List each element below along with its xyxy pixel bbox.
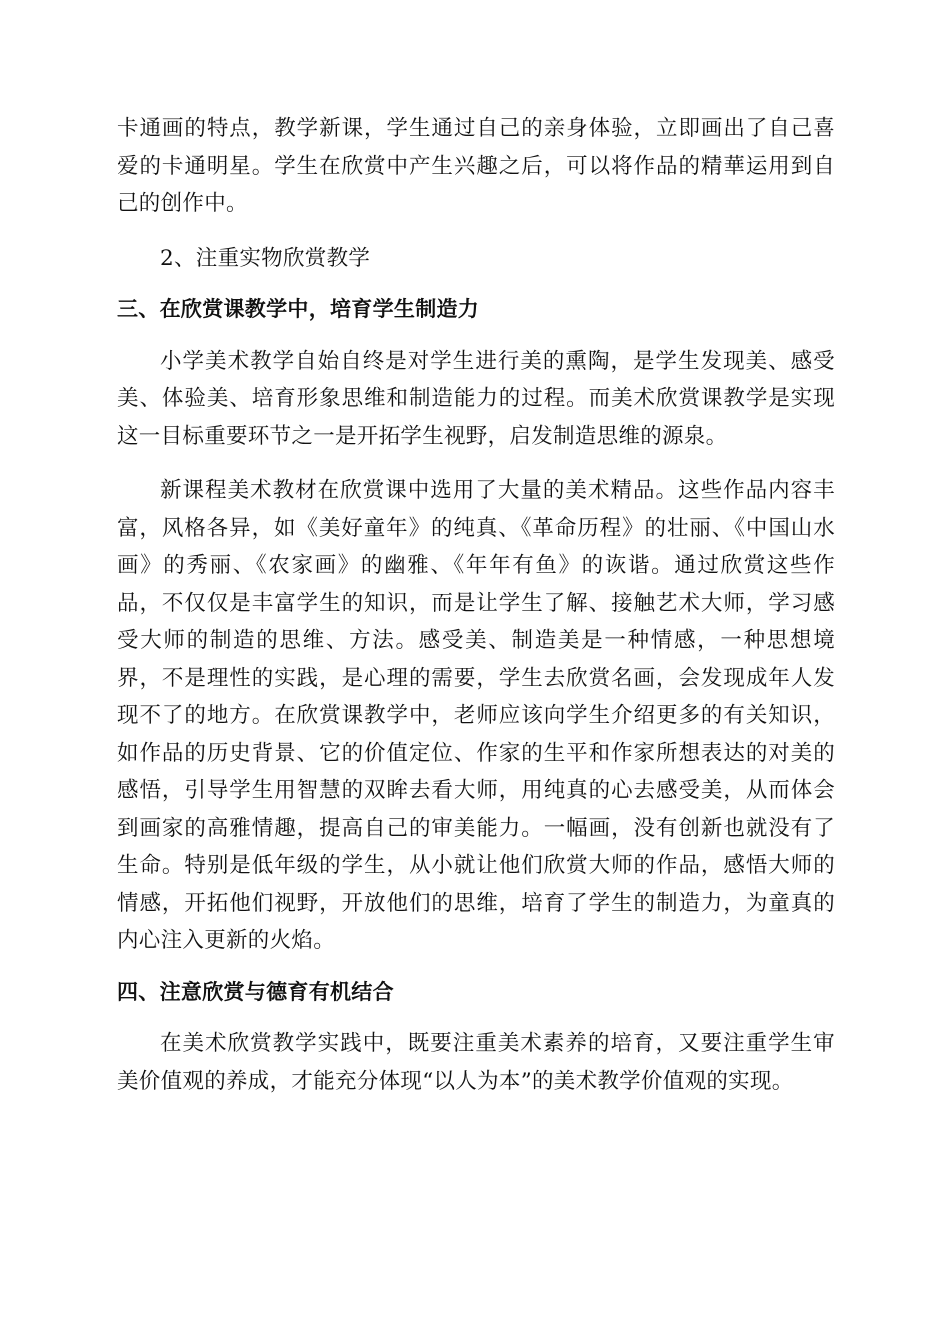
spacer xyxy=(117,329,835,343)
paragraph-3-2: 新课程美术教材在欣赏课中选用了大量的美术精品。这些作品内容丰富，风格各异，如《美好童年》的纯真、《革命历程》的壮丽、《中国山水画》的秀丽、《农家画》的幽雅、《年年有鱼》的诙谐。通过欣赏这些作品，不仅仅是丰富学生的知识，而是让学生了解、接触艺术大师，学习感受大师的制造的思维、方法。感受美、制造美是一种情感，一种思想境界，不是理性的实践，是心理的需要，学生去欣赏名画，会发现成年人发现不了的地方。在欣赏课教学中，老师应该向学生介绍更多的有关知识，如作品的历史背景、它的价值定位、作家的生平和作家所想表达的对美的感悟，引导学生用智慧的双眸去看大师，用纯真的心去感受美，从而体会到画家的高雅情趣，提高自己的审美能力。一幅画，没有创新也就没有了生命。特别是低年级的学生，从小就让他们欣赏大师的作品，感悟大师的情感，开拓他们视野，开放他们的思维，培育了学生的制造力，为童真的内心注入更新的火焰。 xyxy=(117,478,835,953)
section-heading-3: 三、在欣赏课教学中，培育学生制造力 xyxy=(117,297,480,321)
spacer xyxy=(117,455,835,472)
spacer xyxy=(117,960,835,974)
section-heading-4: 四、注意欣赏与德育有机结合 xyxy=(117,979,394,1004)
spacer xyxy=(117,277,835,291)
document-body xyxy=(117,110,835,1100)
paragraph-continuation: 卡通画的特点，教学新课，学生通过自己的亲身体验，立即画出了自己喜爱的卡通明星。学生在欣赏中产生兴趣之后，可以将作品的精華运用到自己的创作中。 xyxy=(117,116,835,216)
spacer xyxy=(117,1011,835,1025)
paragraph-3-1: 小学美术教学自始自终是对学生进行美的熏陶，是学生发现美、感受美、体验美、培育形象思维和制造能力的过程。而美术欣赏课教学是实现这一目标重要环节之一是开拓学生视野，启发制造思维的源泉。 xyxy=(117,348,835,449)
paragraph-4-1: 在美术欣赏教学实践中，既要注重美术素养的培育，又要注重学生审美价值观的养成，才能充分体现“以人为本”的美术教学价值观的实现。 xyxy=(117,1031,835,1094)
spacer xyxy=(117,223,835,240)
subheading-2: 2、注重实物欣赏教学 xyxy=(160,245,371,271)
